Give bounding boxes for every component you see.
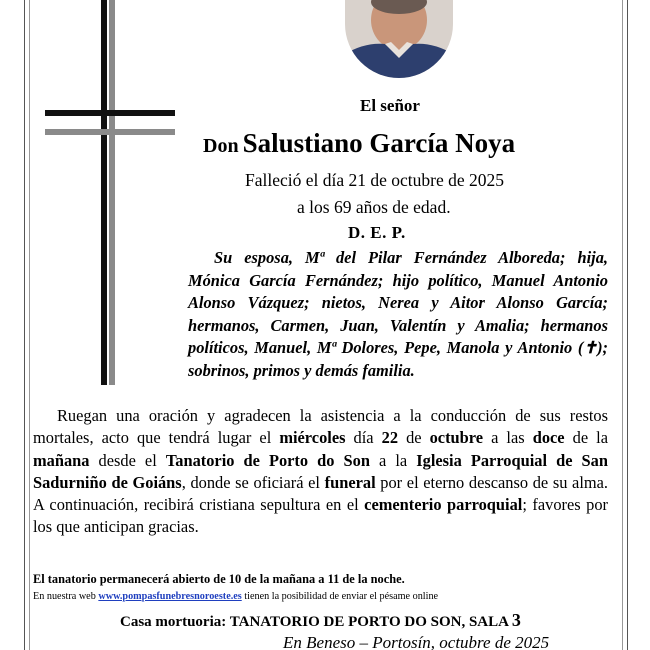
- invitation-text: , donde se oficiará el: [181, 472, 325, 492]
- cross-horizontal-black: [45, 110, 175, 116]
- cross-horizontal-grey: [45, 129, 175, 135]
- invitation-text: Ruegan una oración y agradecen la asistencia a la conducción de sus restos mortales, acto que tendrá lugar el: [33, 406, 608, 448]
- cross-vertical-black: [101, 0, 107, 385]
- deceased-name: Salustiano García Noya: [242, 128, 516, 158]
- web-note-prefix: En nuestra web: [33, 591, 99, 602]
- funeral-home-value: TANATORIO DE PORTO DO SON, SALA: [229, 614, 512, 630]
- funeral-home-line: [120, 610, 521, 631]
- web-note-suffix: tienen la posibilidad de enviar el pésame online: [241, 591, 439, 602]
- part-of-day: mañana: [33, 450, 90, 470]
- funeral-word: funeral: [324, 472, 376, 492]
- invitation-text: de la: [564, 428, 608, 448]
- hour: doce: [532, 428, 565, 448]
- death-date: Falleció el día 21 de octubre de 2025: [245, 170, 505, 190]
- invitation-text: por el eterno descanso de su alma. A continuación, recibirá cristiana sepultura en el: [33, 472, 608, 515]
- day-number: 22: [381, 428, 399, 448]
- web-note: [33, 591, 438, 602]
- invitation-text: día: [345, 428, 382, 448]
- intro-label: El señor: [360, 96, 420, 115]
- website-link[interactable]: www.pompasfunebresnoroeste.es: [98, 591, 242, 602]
- invitation-text: desde el: [89, 450, 166, 470]
- month: octubre: [429, 428, 484, 448]
- church-name: Iglesia Parroquial de San Sadurniño de Goiáns: [33, 450, 608, 492]
- cemetery-name: cementerio parroquial: [364, 495, 523, 515]
- funeral-home-label: Casa mortuoria:: [120, 614, 230, 630]
- family-text: Su esposa, Mª del Pilar Fernández Alboreda; hija, Mónica García Fernández; hijo político, Manuel Antonio Alonso Vázquez; nietos, Nerea y Aitor Alonso García; hermanos, Carmen, Juan, Valentín y Amalia; hermanos políticos, Manuel, Mª Dolores, Pepe, Manola y Antonio (✝); sobrinos, primos y demás familia.: [188, 248, 608, 380]
- family-paragraph: [188, 247, 608, 383]
- age-at-death: a los 69 años de edad.: [297, 197, 451, 217]
- invitation-text: a la: [369, 450, 417, 470]
- deceased-name-line: [203, 128, 515, 159]
- day-name: miércoles: [279, 428, 346, 448]
- cross-vertical-grey: [109, 0, 115, 385]
- rip-label: D. E. P.: [348, 223, 406, 242]
- tanatorio-name: Tanatorio de Porto do Son: [165, 450, 370, 470]
- honorific: Don: [203, 135, 239, 157]
- tanatorio-hours-note: El tanatorio permanecerá abierto de 10 de la mañana a 11 de la noche.: [33, 572, 405, 586]
- invitation-text: a las: [483, 428, 533, 448]
- invitation-paragraph: [33, 405, 608, 539]
- place-and-date: En Beneso – Portosín, octubre de 2025: [283, 633, 550, 650]
- room-number: 3: [511, 610, 521, 630]
- invitation-text: de: [398, 428, 430, 448]
- invitation-text: ; favores por los que anticipan gracias.: [33, 495, 608, 537]
